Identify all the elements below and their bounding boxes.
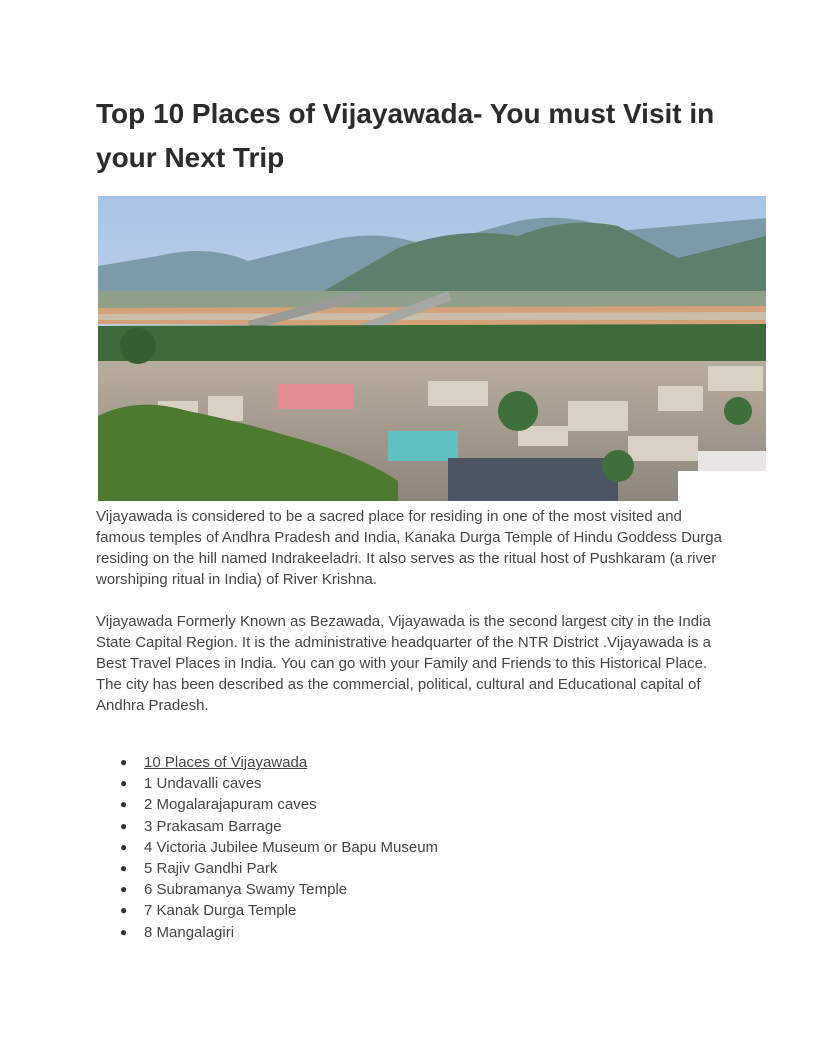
list-item-label: 1 Undavalli caves xyxy=(144,775,262,793)
intro-paragraph: Vijayawada is considered to be a sacred place for residing in one of the most visited and famous temples of Andhra Pradesh and India, Kanaka Durga Temple of Hindu Goddess Durga residing on the hill named Indrakeeladri. It also serves as the ritual host of Pushkaram (a river worshiping ritual in India) of River Krishna. xyxy=(96,508,722,588)
list-item xyxy=(96,858,438,879)
bullet-icon: ● xyxy=(120,882,128,897)
history-paragraph: Vijayawada Formerly Known as Bezawada, Vijayawada is the second largest city in the India State Capital Region. It is the administrative headquarter of the NTR District .Vijayawada is a Best Travel Places in India. You can go with your Family and Friends to this Historical Place. The city has been described as the commercial, political, cultural and Educational capital of Andhra Pradesh. xyxy=(96,613,712,714)
list-item xyxy=(96,900,438,921)
list-item-label: 2 Mogalarajapuram caves xyxy=(144,796,317,814)
bullet-icon: ● xyxy=(120,755,128,769)
bullet-icon: ● xyxy=(120,818,128,833)
list-item-label: 7 Kanak Durga Temple xyxy=(144,902,297,920)
bullet-icon: ● xyxy=(120,839,128,854)
bullet-icon: ● xyxy=(120,924,128,939)
bullet-icon: ● xyxy=(120,776,128,791)
bullet-icon: ● xyxy=(120,797,128,812)
city-panorama-illustration xyxy=(98,196,766,501)
list-item-label: 5 Rajiv Gandhi Park xyxy=(144,860,278,878)
list-item xyxy=(96,922,438,943)
city-panorama-image xyxy=(98,196,766,501)
places-link[interactable]: 10 Places of Vijayawada xyxy=(144,754,308,771)
bullet-icon: ● xyxy=(120,861,128,876)
places-list xyxy=(96,752,438,943)
list-item-label: 6 Subramanya Swamy Temple xyxy=(144,881,348,899)
list-item-label: 8 Mangalagiri xyxy=(144,923,235,941)
page-title: Top 10 Places of Vijayawada- You must Visit in your Next Trip xyxy=(96,98,715,173)
list-item-contents-link xyxy=(96,752,438,773)
list-item-label: 4 Victoria Jubilee Museum or Bapu Museum xyxy=(144,838,439,856)
list-item-label: 3 Prakasam Barrage xyxy=(144,817,282,835)
list-item xyxy=(96,773,438,794)
list-item xyxy=(96,816,438,837)
list-item xyxy=(96,879,438,900)
list-item xyxy=(96,794,438,815)
bullet-icon: ● xyxy=(120,903,128,918)
list-item xyxy=(96,837,438,858)
